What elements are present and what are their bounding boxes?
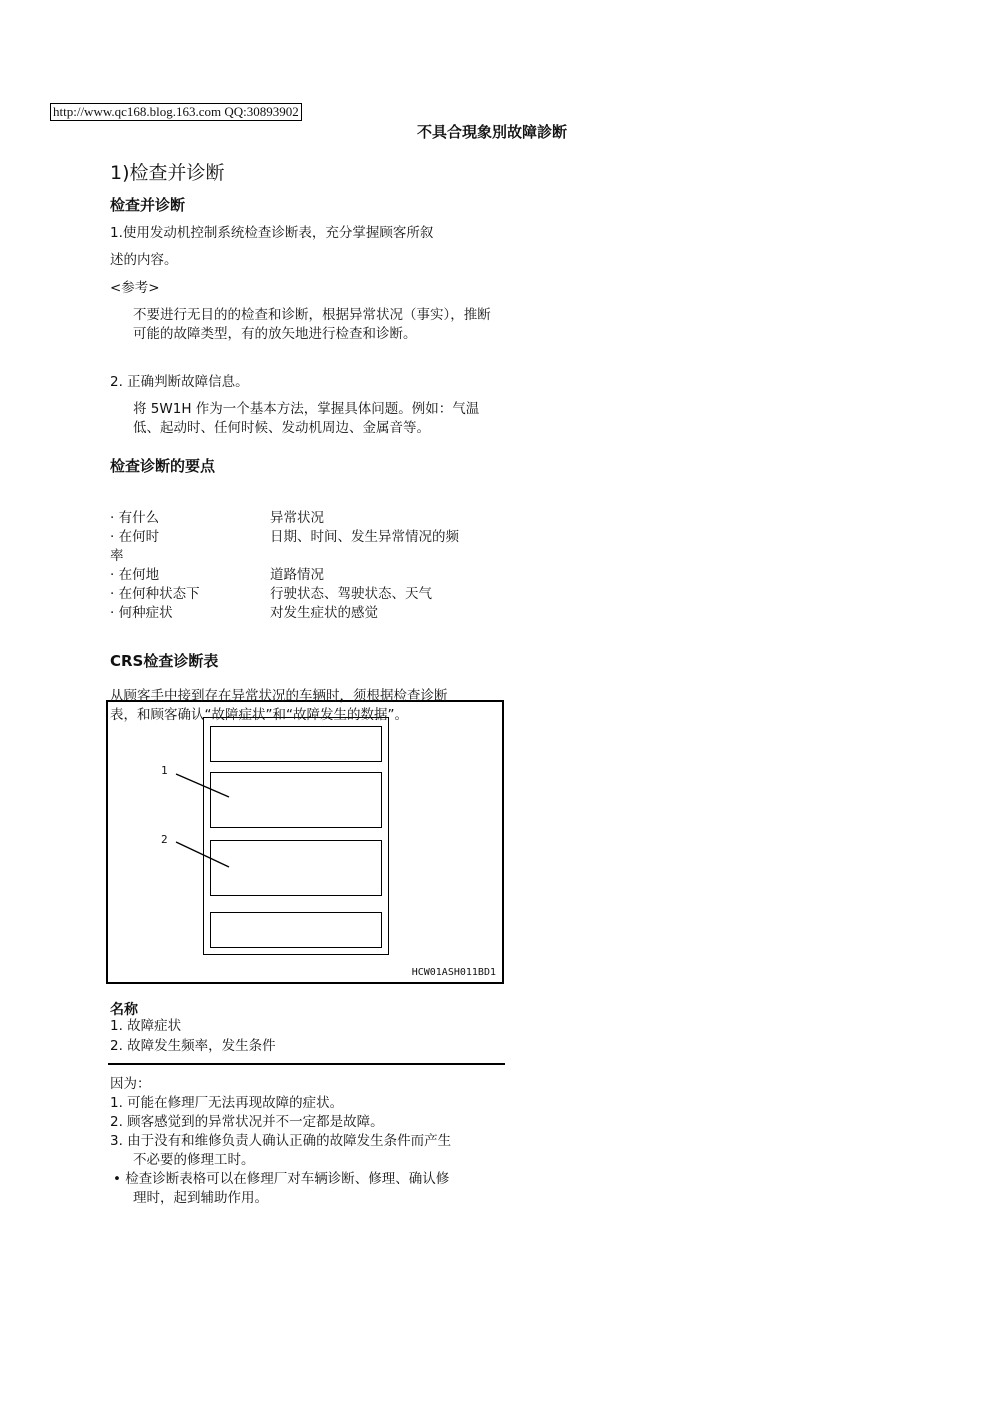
reason-2: 2. 顾客感觉到的异常状况并不一定都是故障。 <box>110 1114 384 1130</box>
names-heading: 名称 <box>110 1002 138 1018</box>
reference-note: 不要进行无目的的检查和诊断，根据异常状况（事实），推断可能的故障类型，有的放矢地进行检查和诊断。 <box>133 307 491 342</box>
point-key: · 在何种状态下 <box>110 586 200 602</box>
source-url: http://www.qc168.blog.163.com QQ:30893902 <box>50 103 302 121</box>
point-key: · 有什么 <box>110 510 160 526</box>
reason-1: 1. 可能在修理厂无法再现故障的症状。 <box>110 1095 344 1111</box>
point-value: 异常状况 <box>270 510 324 526</box>
subheading-inspect: 检查并诊断 <box>110 196 186 214</box>
name-item-1: 1. 故障症状 <box>110 1018 182 1034</box>
point-key: 率 <box>110 548 124 564</box>
check-sheet-figure <box>106 700 504 984</box>
leader-line-2 <box>176 842 229 867</box>
crs-text-line1: 从顾客手中接到存在异常状况的车辆时，须根据检查诊断 <box>110 688 448 704</box>
reason-3-line1: 3. 由于没有和维修负责人确认正确的故障发生条件而产生 <box>110 1133 452 1149</box>
point-value: 道路情况 <box>270 567 324 583</box>
name-item-2: 2. 故障发生频率，发生条件 <box>110 1038 276 1054</box>
section-heading: 1)检查并诊断 <box>110 162 225 184</box>
reasons-intro: 因为： <box>110 1076 151 1092</box>
point-key: · 在何时 <box>110 529 160 545</box>
figure-code: HCW01ASH011BD1 <box>411 967 496 978</box>
step2: 2. 正确判断故障信息。 <box>110 374 249 390</box>
point-key: · 在何地 <box>110 567 160 583</box>
callout-2: 2 <box>161 833 168 846</box>
bullet-line1: • 检查诊断表格可以在修理厂对车辆诊断、修理、确认修 <box>113 1171 450 1187</box>
step2-text: 将 5W1H 作为一个基本方法，掌握具体问题。例如：气温低、起动时、任何时候、发动机周边、金属音等。 <box>133 401 480 436</box>
point-value: 对发生症状的感觉 <box>270 605 378 621</box>
reference-label: <参考> <box>110 280 160 296</box>
step1-line1: 1.使用发动机控制系统检查诊断表，充分掌握顾客所叙 <box>110 225 434 241</box>
divider <box>108 1063 505 1065</box>
bullet-line2: 理时，起到辅助作用。 <box>133 1190 268 1206</box>
reason-3-line2: 不必要的修理工时。 <box>133 1152 255 1168</box>
step1-line2: 述的内容。 <box>110 252 178 268</box>
points-heading: 检查诊断的要点 <box>110 457 216 475</box>
point-value: 日期、时间、发生异常情况的频 <box>270 529 459 545</box>
leader-line-1 <box>176 774 229 797</box>
crs-heading: CRS检查诊断表 <box>110 652 219 670</box>
point-key: · 何种症状 <box>110 605 173 621</box>
document-title: 不具合現象別故障診断 <box>417 123 568 141</box>
point-value: 行驶状态、驾驶状态、天气 <box>270 586 432 602</box>
callout-1: 1 <box>161 764 168 777</box>
crs-text-line2: 表，和顾客确认“故障症状”和“故障发生的数据”。 <box>110 707 408 723</box>
